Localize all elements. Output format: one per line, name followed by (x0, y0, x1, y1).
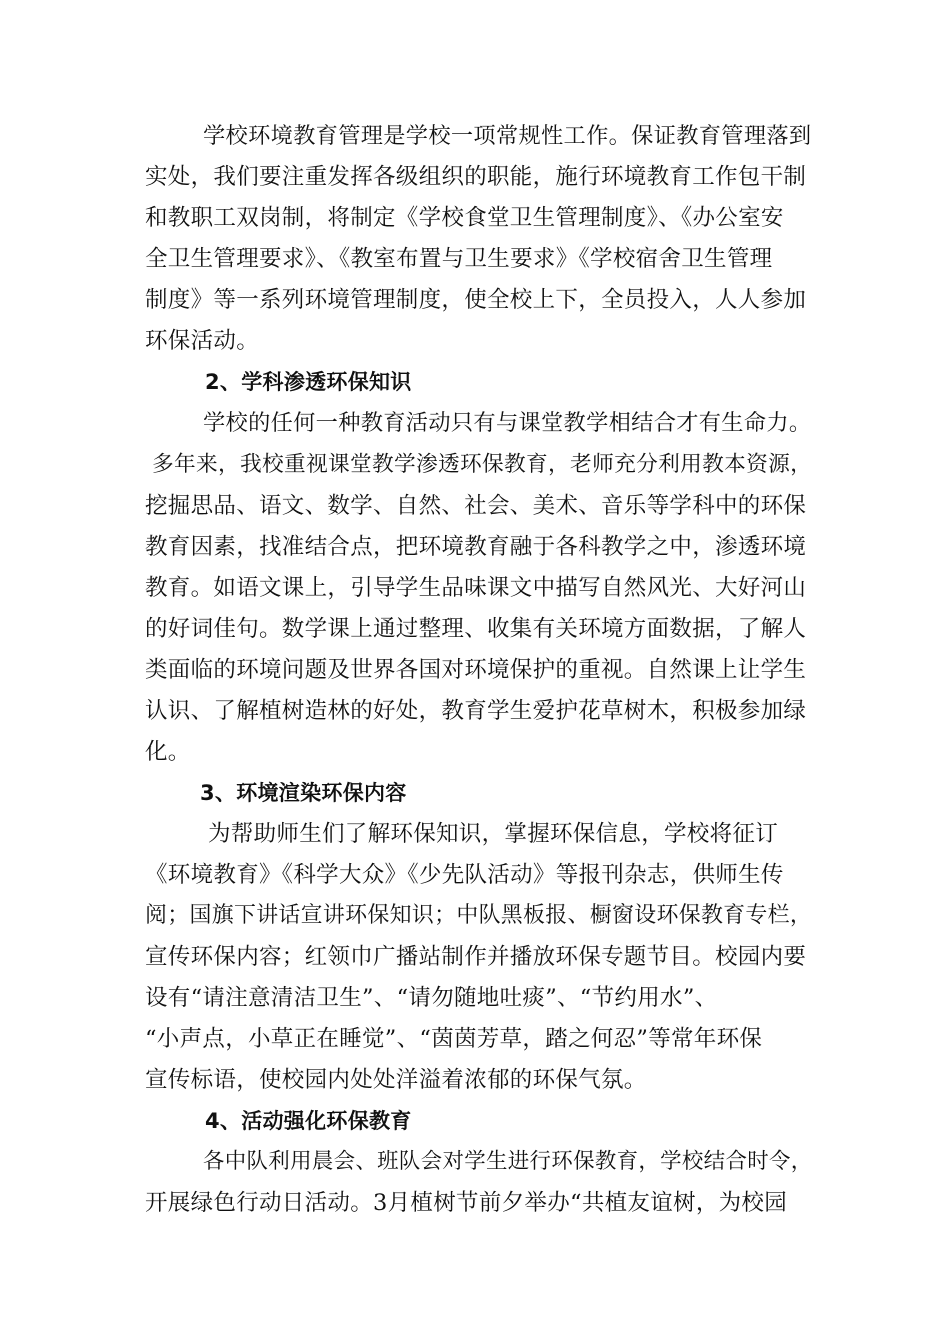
paragraph-1-line-5: 制度》等一系列环境管理制度，使全校上下，全员投入，人人参加 (145, 287, 807, 313)
paragraph-1-line-2: 实处，我们要注重发挥各级组织的职能，施行环境教育工作包干制 (145, 164, 807, 190)
paragraph-2-line-2: 多年来，我校重视课堂教学渗透环保教育，老师充分利用教本资源， (152, 452, 813, 477)
paragraph-1-line-6: 环保活动。 (145, 328, 260, 354)
paragraph-3-line-7: 宣传标语，使校园内处处洋溢着浓郁的环保气氛。 (145, 1067, 647, 1093)
paragraph-3-line-6: “小声点，小草正在睡觉”、“茵茵芳草，踏之何忍”等常年环保 (145, 1026, 763, 1052)
paragraph-1-line-4: 全卫生管理要求》、《教室布置与卫生要求》《学校宿舍卫生管理 (145, 246, 773, 272)
paragraph-3-line-5: 设有“请注意清洁卫生”、“请勿随地吐痰”、“节约用水”、 (145, 985, 718, 1011)
paragraph-2-line-9: 化。 (145, 739, 191, 765)
paragraph-2-line-3: 挖掘思品、语文、数学、自然、社会、美术、音乐等学科中的环保 (145, 493, 807, 519)
paragraph-4-line-2: 开展绿色行动日活动。3月植树节前夕举办“共植友谊树，为校园 (145, 1190, 788, 1216)
paragraph-2-line-1: 学校的任何一种教育活动只有与课堂教学相结合才有生命力。 (203, 410, 812, 436)
section-heading-4: 4、活动强化环保教育 (205, 1109, 412, 1133)
paragraph-2-line-4: 教育因素，找准结合点，把环境教育融于各科教学之中，渗透环境 (145, 534, 807, 560)
paragraph-3-line-1: 为帮助师生们了解环保知识，掌握环保信息，学校将征订 (208, 821, 779, 847)
section-heading-2: 2、学科渗透环保知识 (205, 370, 412, 394)
paragraph-2-line-8: 认识、了解植树造林的好处，教育学生爱护花草树木，积极参加绿 (145, 698, 807, 724)
paragraph-3-line-2: 《环境教育》《科学大众》《少先队活动》等报刊杂志，供师生传 (145, 862, 784, 888)
paragraph-2-line-6: 的好词佳句。数学课上通过整理、收集有关环境方面数据，了解人 (145, 616, 807, 642)
paragraph-3-line-3: 阅；国旗下讲话宣讲环保知识；中队黑板报、橱窗设环保教育专栏， (145, 903, 813, 928)
section-heading-3: 3、环境渲染环保内容 (200, 781, 407, 805)
paragraph-4-line-1: 各中队利用晨会、班队会对学生进行环保教育，学校结合时令， (203, 1149, 813, 1174)
paragraph-1-line-3: 和教职工双岗制，将制定《学校食堂卫生管理制度》、《办公室安 (145, 205, 784, 231)
paragraph-1-line-1: 学校环境教育管理是学校一项常规性工作。保证教育管理落到 (203, 123, 812, 149)
paragraph-3-line-4: 宣传环保内容；红领巾广播站制作并播放环保专题节目。校园内要 (145, 944, 807, 970)
paragraph-2-line-5: 教育。如语文课上，引导学生品味课文中描写自然风光、大好河山 (145, 575, 807, 601)
paragraph-2-line-7: 类面临的环境问题及世界各国对环境保护的重视。自然课上让学生 (145, 657, 807, 683)
